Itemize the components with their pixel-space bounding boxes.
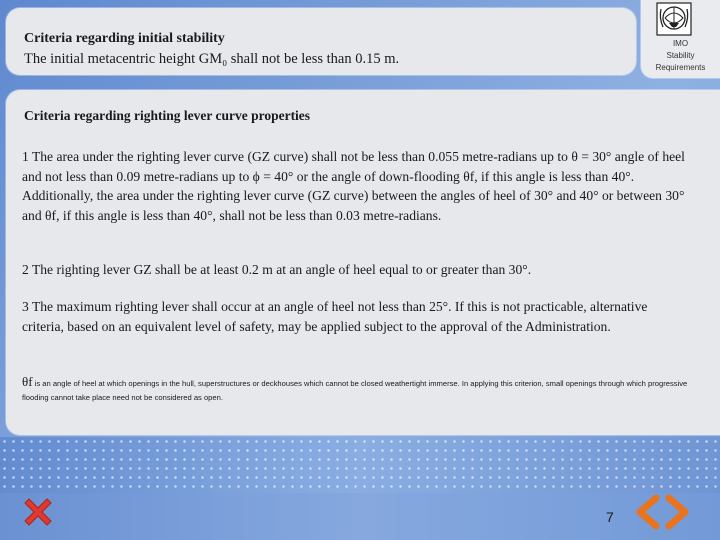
criterion-1-paragraph: 1 The area under the righting lever curve (GZ curve) shall not be less than 0.055 metre-radians up to θ = 30° angle of heel and not less than 0.09 metre-radians up to ϕ = 40° or the angle of down-flooding θf, if this angle is less than 40°. Additionally, the area under the righting lever curve (GZ curve) between the angles of heel of 30° and 40° or between 30° and θf, if this angle is less than 40°, shall not be less than 0.03 metre-radians. [22,149,685,223]
decorative-dot-band [0,437,720,493]
chevron-right-icon[interactable] [663,494,691,530]
close-x-icon[interactable] [20,494,56,530]
theta-f-symbol: θf [22,374,33,389]
righting-lever-panel [6,90,720,435]
downflooding-footnote [22,375,692,405]
footnote-text: is an angle of heel at which openings in the hull, superstructures or deckhouses which cannot be closed weathertight immerse. In applying this criterion, small openings through which progressive flooding cannot take place need not be considered as open. [22,379,688,402]
criterion-3-paragraph: 3 The maximum righting lever shall occur at an angle of heel not less than 25°. If this is not practicable, alternative criteria, based on an equivalent level of safety, may be applied subject to the approval of the Administration. [22,299,648,334]
initial-stability-panel [6,8,636,75]
initial-stability-title: Criteria regarding initial stability [24,31,225,46]
logo-line-requirements: Requirements [655,63,706,72]
criterion-2-paragraph: 2 The righting lever GZ shall be at least 0.2 m at an angle of heel equal to or greater than 30°. [22,262,532,277]
initial-stability-text: The initial metacentric height GM₀ shall not be less than 0.15 m. [24,51,400,67]
page-number: 7 [606,509,614,525]
logo-line-stability: Stability [666,51,695,60]
chevron-left-icon[interactable] [634,494,662,530]
imo-emblem-icon [655,2,693,36]
logo-line-imo: IMO [672,39,689,48]
imo-logo-panel [641,0,720,78]
righting-lever-title: Criteria regarding righting lever curve properties [24,108,311,123]
